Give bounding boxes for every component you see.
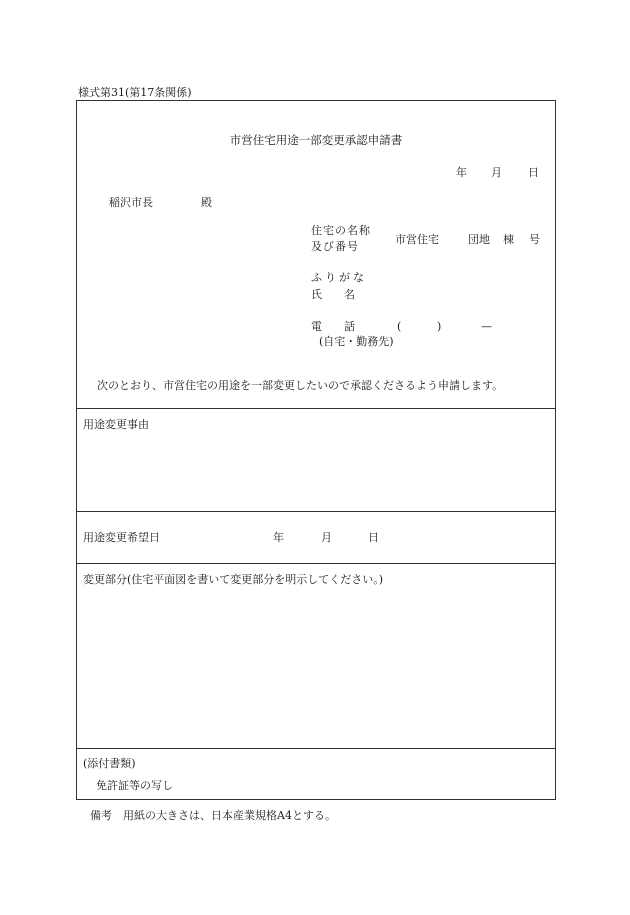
residence-label-line1: 住宅の名称 <box>311 224 371 237</box>
changed-part-label: 変更部分(住宅平面図を書いて変更部分を明示してください。) <box>83 573 384 586</box>
addressee-honorific: 殿 <box>201 196 212 209</box>
divider-changed-part <box>77 563 555 564</box>
phone-paren-open: ( <box>397 320 402 333</box>
form-title: 市営住宅用途一部変更承認申請書 <box>229 133 403 147</box>
application-date-day: 日 <box>528 166 539 179</box>
application-statement: 次のとおり、市営住宅の用途を一部変更したいので承認くださるよう申請します。 <box>97 379 504 392</box>
remark-note: 備考 用紙の大きさは、日本産業規格A4とする。 <box>90 809 336 822</box>
addressee: 稲沢市長 <box>109 196 153 209</box>
residence-prefix: 市営住宅 <box>395 233 439 246</box>
phone-paren-close: ) <box>437 320 442 333</box>
attachments-label: (添付書類) <box>83 757 136 770</box>
application-date-year: 年 <box>456 166 467 179</box>
residence-to: 棟 <box>503 233 514 246</box>
desired-date-year: 年 <box>273 531 284 544</box>
application-date-month: 月 <box>491 166 502 179</box>
desired-date-day: 日 <box>368 531 379 544</box>
residence-label-line2: 及び番号 <box>311 240 359 253</box>
phone-label: 電 話 <box>311 320 355 333</box>
application-form <box>76 100 556 800</box>
residence-danchi: 団地 <box>468 233 490 246</box>
attachments-item: 免許証等の写し <box>96 779 173 792</box>
name-label: 氏 名 <box>311 288 355 301</box>
form-number: 様式第31(第17条関係) <box>78 86 192 99</box>
divider-reason <box>77 408 555 409</box>
phone-sublabel: (自宅・勤務先) <box>319 335 394 348</box>
divider-attachments <box>77 748 555 749</box>
divider-desired-date <box>77 511 555 512</box>
desired-date-month: 月 <box>321 531 332 544</box>
residence-go: 号 <box>529 233 540 246</box>
desired-date-label: 用途変更希望日 <box>83 531 160 544</box>
reason-label: 用途変更事由 <box>83 418 149 431</box>
phone-dash: — <box>481 320 492 333</box>
furigana-label: ふりがな <box>311 271 367 284</box>
